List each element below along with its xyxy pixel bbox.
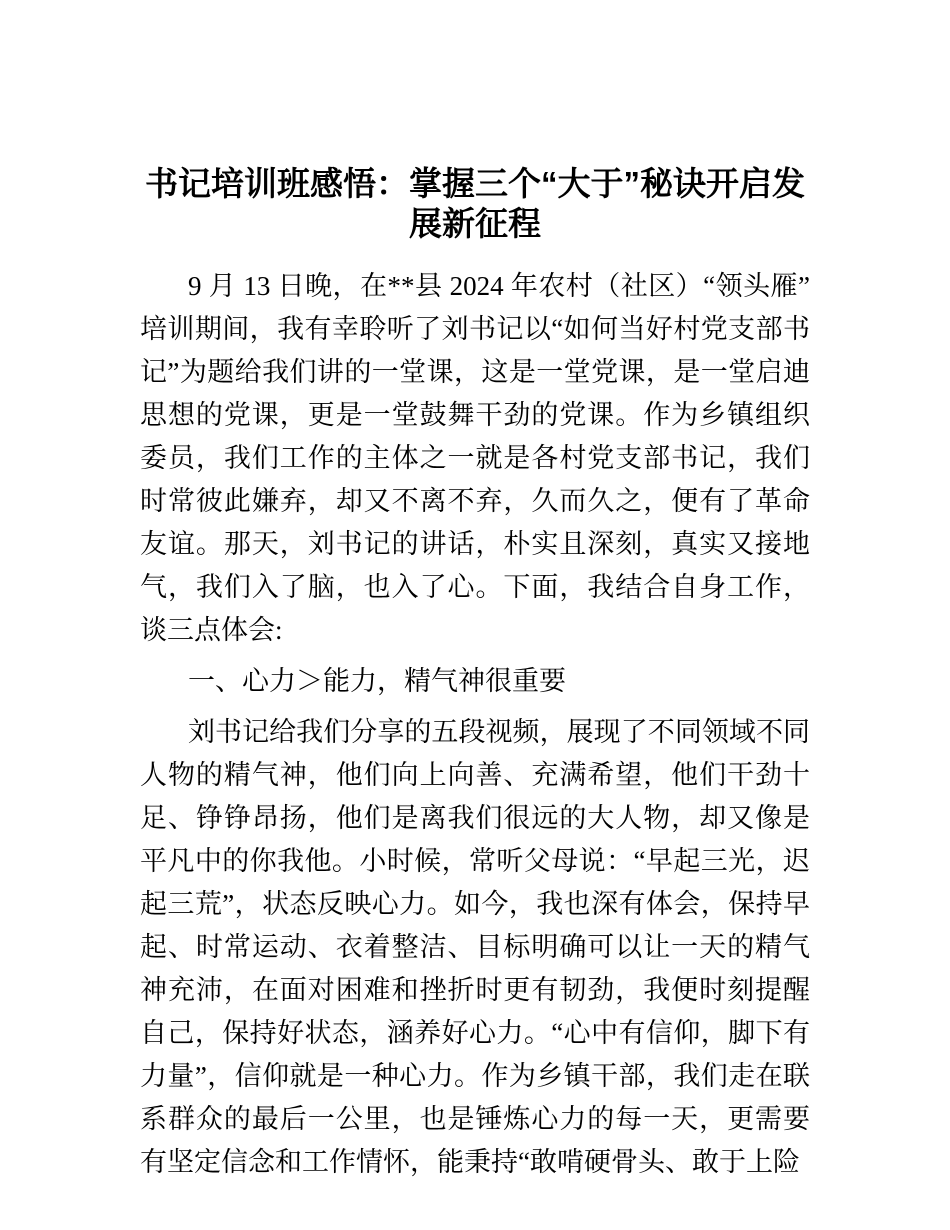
paragraph: 刘书记给我们分享的五段视频，展现了不同领域不同人物的精气神，他们向上向善、充满希望，他们干劲十足、铮铮昂扬，他们是离我们很远的大人物，却又像是平凡中的你我他。小时候，常听父母说：“早起三光，迟起三荒”，状态反映心力。如今，我也深有体会，保持早起、时常运动、衣着整洁、目标明确可以让一天的精气神充沛，在面对困难和挫折时更有韧劲，我便时刻提醒自己，保持好状态，涵养好心力。“心中有信仰，脚下有力量”，信仰就是一种心力。作为乡镇干部，我们走在联系群众的最后一公里，也是锤炼心力的每一天，更需要有坚定信念和工作情怀，能秉持“敢啃硬骨头、敢于上险 [140,717,810,1177]
document-body [140,265,810,1184]
document-title: 书记培训班感悟：掌握三个“大于”秘诀开启发展新征程 [145,165,805,242]
document-content [140,0,810,1184]
section-heading: 一、心力＞能力，精气神很重要 [188,666,566,696]
paragraph: 9 月 13 日晚，在**县 2024 年农村（社区）“领头雁”培训期间，我有幸聆听了刘书记以“如何当好村党支部书记”为题给我们讲的一堂课，这是一堂党课，是一堂启迪思想的党课，更是一堂鼓舞干劲的党课。作为乡镇组织委员，我们工作的主体之一就是各村党支部书记，我们时常彼此嫌弃，却又不离不弃，久而久之，便有了革命友谊。那天，刘书记的讲话，朴实且深刻，真实又接地气，我们入了脑，也入了心。下面，我结合自身工作，谈三点体会: [140,271,810,645]
